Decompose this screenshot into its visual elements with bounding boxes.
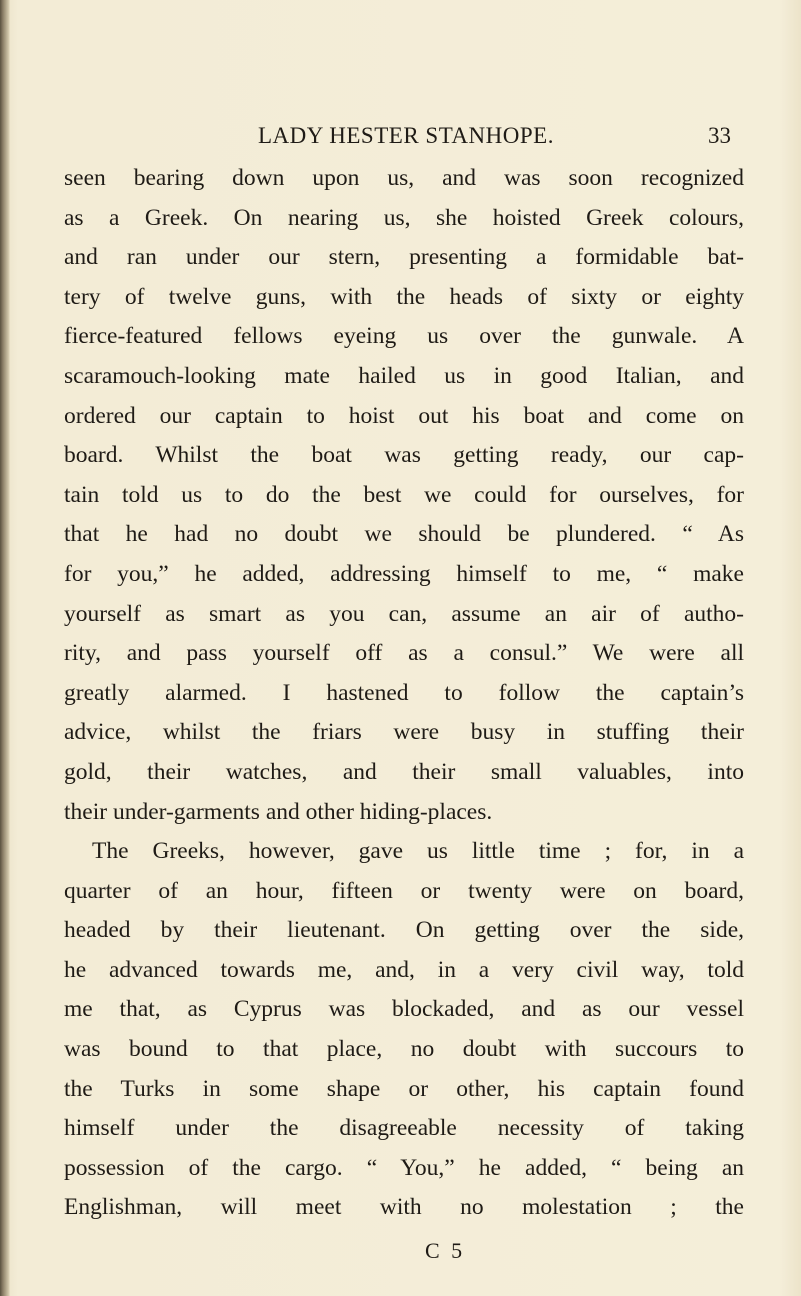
text-line: fierce-featured fellows eyeing us over the gunwale. A <box>64 323 744 350</box>
text-line: headed by their lieutenant. On getting over the side, <box>64 917 744 944</box>
text-line: Englishman, will meet with no molestation ; the <box>64 1194 744 1221</box>
text-line: tery of twelve guns, with the heads of sixty or eighty <box>64 283 744 310</box>
page-number: 33 <box>708 123 731 148</box>
text-line: for you,” he added, addressing himself to me, “ make <box>64 560 744 587</box>
text-line: he advanced towards me, and, in a very civil way, told <box>64 956 744 983</box>
text-line: advice, whilst the friars were busy in stuffing their <box>64 719 744 746</box>
text-line: as a Greek. On nearing us, she hoisted Greek colours, <box>64 204 744 231</box>
text-line: ordered our captain to hoist out his boat and come on <box>64 402 744 429</box>
text-line: was bound to that place, no doubt with succours to <box>64 1036 744 1063</box>
running-head <box>0 116 801 156</box>
text-line: yourself as smart as you can, assume an air of autho- <box>64 600 744 627</box>
body-text <box>64 159 744 1228</box>
text-line: that he had no doubt we should be plundered. “ As <box>64 521 744 548</box>
text-line: board. Whilst the boat was getting ready, our cap- <box>64 442 744 469</box>
running-head-title: LADY HESTER STANHOPE. <box>258 123 554 148</box>
text-line: possession of the cargo. “ You,” he added, “ being an <box>64 1154 744 1181</box>
signature-mark: C 5 <box>425 1238 466 1263</box>
text-line: gold, their watches, and their small valuables, into <box>64 758 744 785</box>
text-line: rity, and pass yourself off as a consul.” We were all <box>64 640 744 667</box>
text-line: The Greeks, however, gave us little time ; for, in a <box>92 838 744 865</box>
page-gutter-shadow <box>0 0 10 1296</box>
text-line: scaramouch-looking mate hailed us in good Italian, and <box>64 362 744 389</box>
text-line: greatly alarmed. I hastened to follow the captain’s <box>64 679 744 706</box>
text-line: tain told us to do the best we could for ourselves, for <box>64 481 744 508</box>
text-line: seen bearing down upon us, and was soon recognized <box>64 165 744 191</box>
text-line: their under-garments and other hiding-places. <box>64 798 493 825</box>
text-line: the Turks in some shape or other, his captain found <box>64 1075 744 1102</box>
text-line: and ran under our stern, presenting a formidable bat- <box>64 244 744 271</box>
text-line: quarter of an hour, fifteen or twenty were on board, <box>64 877 744 904</box>
text-line: himself under the disagreeable necessity of taking <box>64 1115 744 1142</box>
text-line: me that, as Cyprus was blockaded, and as our vessel <box>64 996 744 1023</box>
